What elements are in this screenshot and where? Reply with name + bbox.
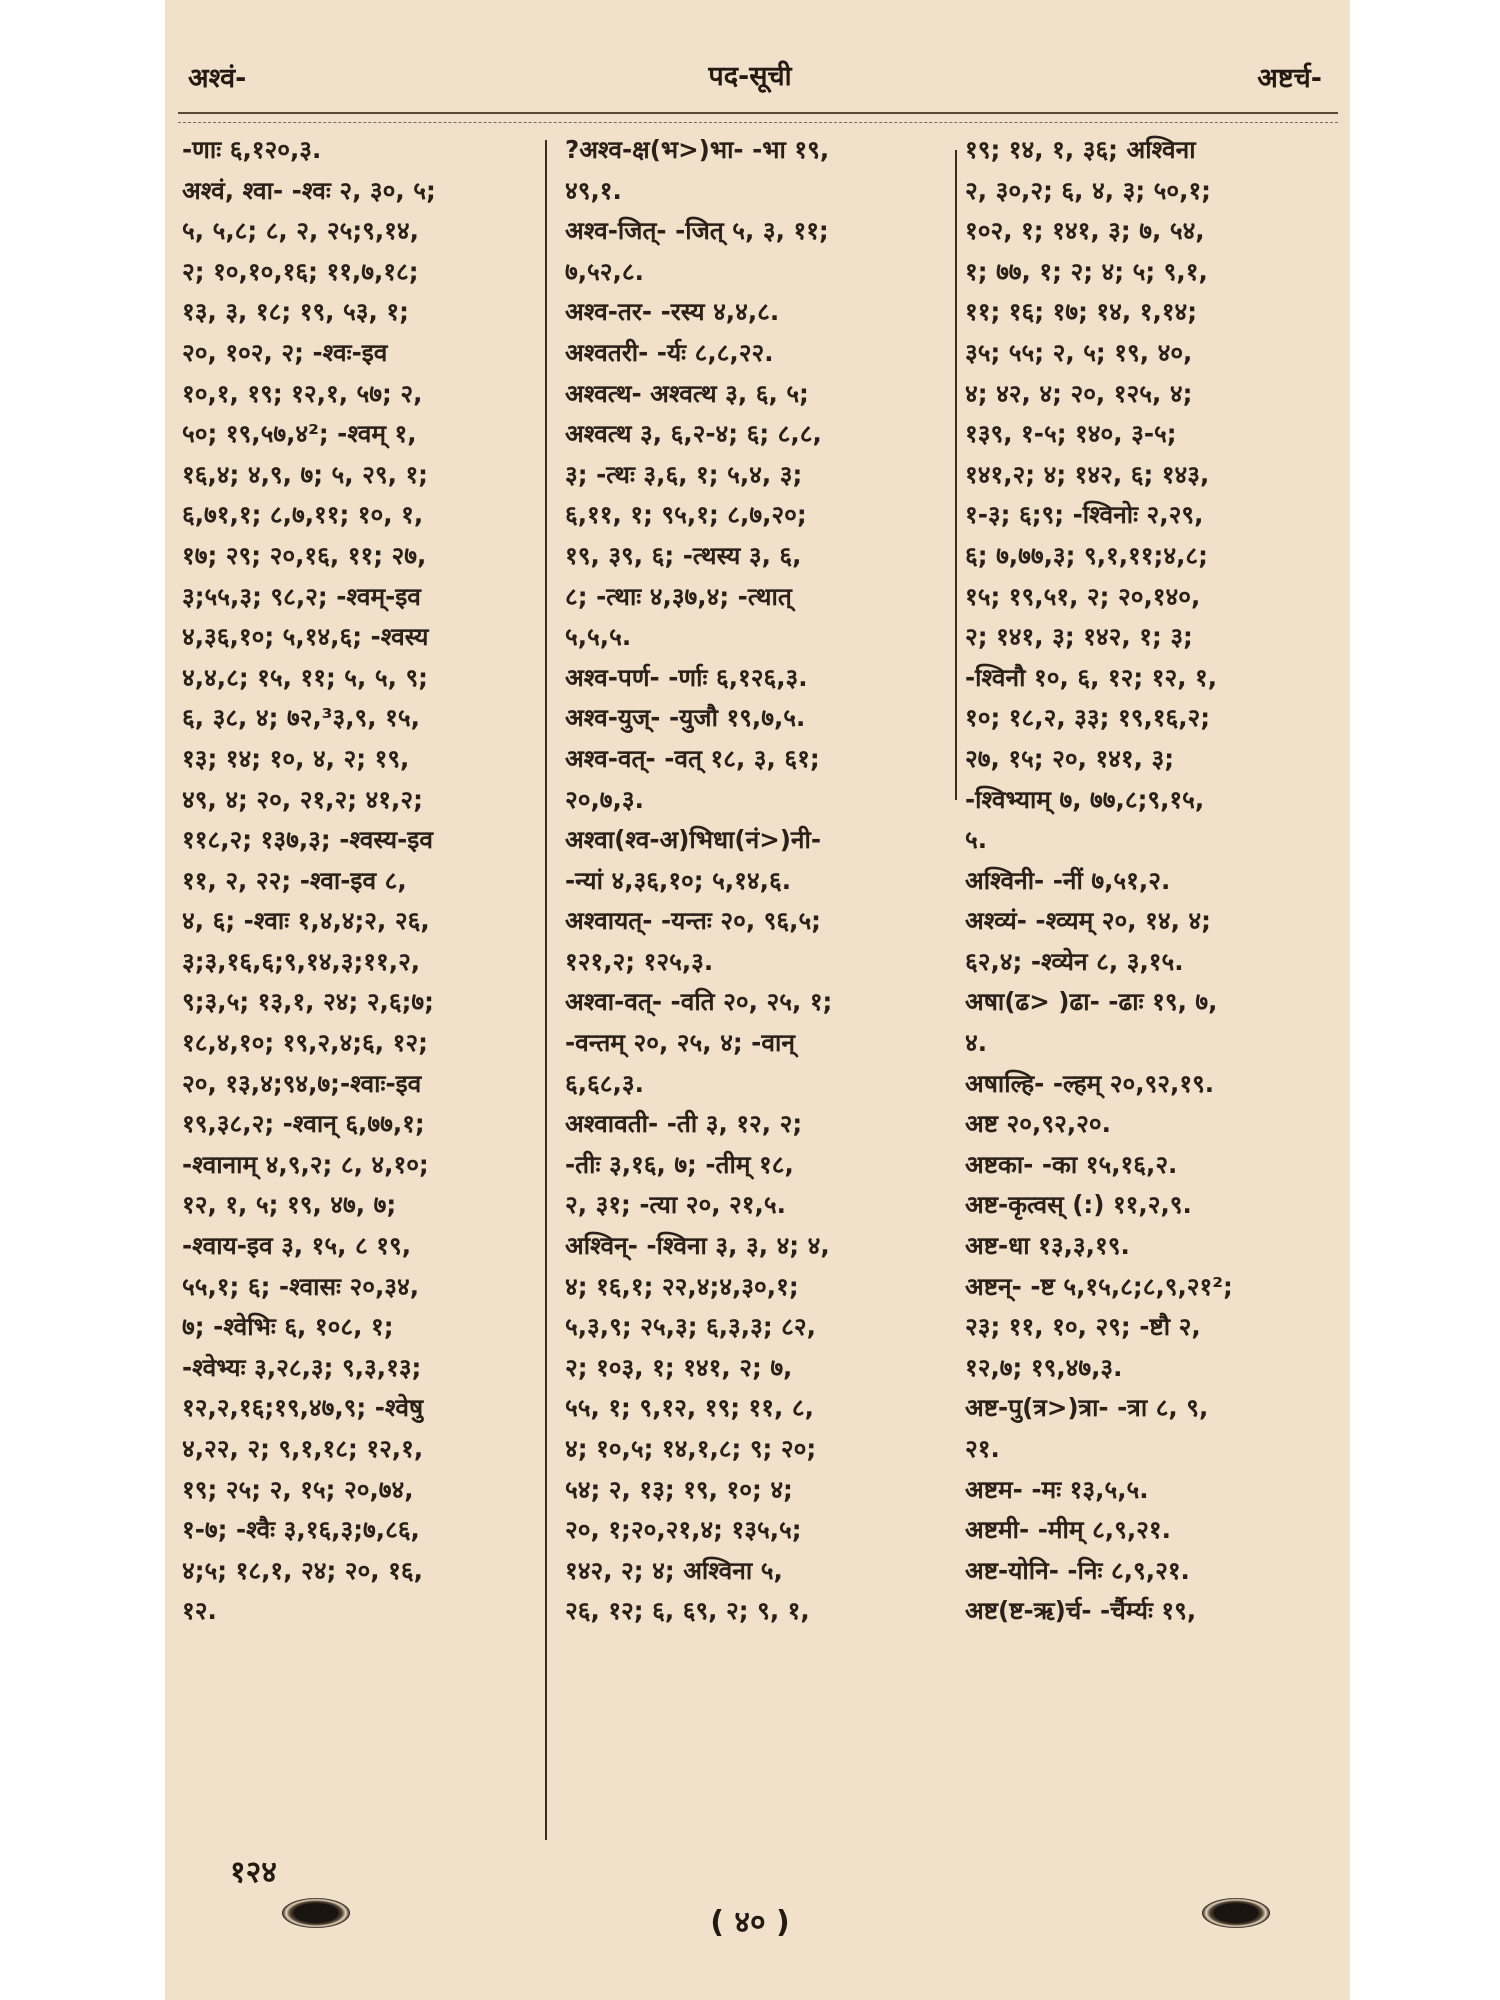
index-line: ३;३,१६,६;९,१४,३;११,२,: [182, 946, 421, 976]
index-line: अश्वतरी- -र्यः ८,८,२२.: [565, 337, 774, 367]
index-line: ४; ४२, ४; २०, १२५, ४;: [965, 378, 1193, 408]
index-line: १-३; ६;९; -श्विनोः २,२९,: [965, 500, 1204, 530]
index-line: अष्ट-योनि- -निः ८,९,२१.: [965, 1555, 1190, 1585]
page-title: पद-सूची: [708, 61, 792, 92]
index-line: ४; १०,५; १४,१,८; ९; २०;: [565, 1434, 817, 1463]
index-line: ४, ६; -श्वाः १,४,४;२, २६,: [182, 906, 430, 936]
index-line: ३; -त्थः ३,६, १; ५,४, ३;: [565, 459, 803, 489]
index-line: अश्विन्- -श्विना ३, ३, ४; ४,: [565, 1231, 830, 1261]
column-divider: [955, 150, 957, 800]
index-line: ४.: [965, 1028, 988, 1058]
header-right-guide-word: अष्टर्च-: [1257, 63, 1322, 94]
index-line: ५.: [965, 825, 988, 855]
index-line: -श्विभ्याम् ७, ७७,८;९,१५,: [965, 784, 1205, 814]
index-line: ७,५२,८.: [565, 256, 644, 286]
index-line: १५; १९,५१, २; २०,१४०,: [965, 581, 1201, 611]
index-line: १९,३८,२; -श्वान् ६,७७,१;: [182, 1109, 425, 1139]
index-line: १३९, १-५; १४०, ३-५;: [965, 419, 1177, 449]
index-line: २; १०,१०,१६; ११,७,१८;: [182, 256, 419, 286]
index-line: ११८,२; १३७,३; -श्वस्य-इव: [182, 825, 433, 855]
index-line: १२,७; १९,४७,३.: [965, 1352, 1123, 1382]
index-line: अष्टम- -मः १३,५,५.: [965, 1474, 1149, 1504]
index-line: -श्वानाम् ४,९,२; ८, ४,१०;: [182, 1149, 429, 1179]
index-line: ४,४,८; १५, ११; ५, ५, ९;: [182, 662, 428, 692]
index-line: १९, ३९, ६; -त्थस्य ३, ६,: [565, 540, 802, 570]
index-line: ६२,४; -श्व्येन ८, ३,१५.: [965, 946, 1184, 976]
index-line: अश्वा(श्व-अ)भिधा(नं>)नी-: [565, 825, 822, 855]
index-line: २०, १;२०,२१,४; १३५,५;: [565, 1515, 802, 1545]
index-line: -श्वाय-इव ३, १५, ८ १९,: [182, 1231, 412, 1261]
index-line: अश्वत्थ ३, ६,२-४; ६; ८,८,: [565, 419, 822, 449]
index-line: १-७; -श्वैः ३,१६,३;७,८६,: [182, 1515, 420, 1545]
index-line: ६,६८,३.: [565, 1068, 644, 1098]
index-line: ५,५,५.: [565, 622, 632, 652]
index-line: ३;५५,३; ९८,२; -श्वम्-इव: [182, 581, 421, 611]
index-line: १२, १, ५; १९, ४७, ७;: [182, 1190, 397, 1220]
index-line: २, ३१; -त्या २०, २१,५.: [565, 1190, 786, 1220]
index-line: १३, ३, १८; १९, ५३, १;: [182, 297, 409, 327]
index-line: ११, २, २२; -श्वा-इव ८,: [182, 865, 407, 895]
index-line: २; १०३, १; १४१, २; ७,: [565, 1352, 793, 1382]
index-line: १४१,२; ४; १४२, ६; १४३,: [965, 459, 1210, 489]
index-line: ९;३,५; १३,१, २४; २,६;७;: [182, 987, 434, 1017]
index-line: अषाल्हि- -ल्हम् २०,९२,१९.: [965, 1068, 1215, 1098]
index-line: ४; १६,१; २२,४;४,३०,१;: [565, 1271, 799, 1301]
index-line: १०,१, १९; १२,१, ५७; २,: [182, 378, 423, 408]
index-line: २, ३०,२; ६, ४, ३; ५०,१;: [965, 175, 1211, 205]
index-line: १८,४,१०; १९,२,४;६, १२;: [182, 1028, 428, 1058]
index-line: ८; -त्थाः ४,३७,४; -त्थात्: [565, 581, 792, 611]
index-line: -णाः ६,१२०,३.: [182, 135, 322, 164]
index-line: अश्वा-वत्- -वति २०, २५, १;: [565, 987, 833, 1017]
index-line: अश्व-पर्ण- -र्णाः ६,१२६,३.: [565, 662, 808, 692]
index-line: अश्वत्थ- अश्वत्थ ३, ६, ५;: [565, 378, 809, 408]
index-line: अश्वावती- -ती ३, १२, २;: [565, 1109, 803, 1139]
index-line: १२१,२; १२५,३.: [565, 946, 714, 976]
index-line: १०; १८,२, ३३; १९,१६,२;: [965, 703, 1211, 733]
page-number: ( ४० ): [710, 1905, 790, 1940]
index-line: अषा(ढ> )ढा- -ढाः १९, ७,: [965, 987, 1218, 1017]
index-line: २०, १३,४;९४,७;-श्वाः-इव: [182, 1068, 422, 1098]
index-line: अष्ट(ष्ट-ऋ)र्च- -र्चैर्म्यः १९,: [965, 1596, 1197, 1626]
ornament-right-icon: [1202, 1898, 1270, 1928]
index-line: अष्ट-धा १३,३,१९.: [965, 1231, 1130, 1261]
index-line: ४,३६,१०; ५,१४,६; -श्वस्य: [182, 622, 429, 652]
index-line: १३; १४; १०, ४, २; १९,: [182, 743, 410, 773]
index-line: २१.: [965, 1434, 1000, 1463]
index-line: २७, १५; २०, १४१, ३;: [965, 743, 1175, 773]
index-line: ४;५; १८,१, २४; २०, १६,: [182, 1555, 423, 1585]
index-line: ४,२२, २; ९,१,१८; १२,१,: [182, 1434, 424, 1463]
index-line: अश्व-तर- -रस्य ४,४,८.: [565, 297, 780, 327]
index-line: २; १४१, ३; १४२, १; ३;: [965, 622, 1193, 652]
header-left-guide-word: अश्वं-: [188, 63, 247, 94]
index-line: ३५; ५५; २, ५; १९, ४०,: [965, 337, 1193, 367]
index-line: ५, ५,८; ८, २, २५;९,१४,: [182, 216, 419, 246]
index-line: २०,७,३.: [565, 784, 644, 814]
index-line: ६,११, १; ९५,१; ८,७,२०;: [565, 500, 807, 530]
index-line: -श्वेभ्यः ३,२८,३; ९,३,१३;: [182, 1352, 422, 1382]
index-line: ५०; १९,५७,४²; -श्वम् १,: [182, 419, 417, 449]
index-line: १९; १४, १, ३६; अश्विना: [965, 135, 1196, 164]
index-line: अश्विनी- -नीं ७,५१,२.: [965, 865, 1171, 895]
index-line: ६; ७,७७,३; ९,१,११;४,८;: [965, 540, 1208, 570]
index-line: अश्व-वत्- -वत् १८, ३, ६१;: [565, 743, 820, 773]
index-line: -तीः ३,१६, ७; -तीम् १८,: [565, 1149, 794, 1179]
footer-left-number: १२४: [230, 1855, 277, 1890]
index-column-3: [965, 130, 1335, 1632]
index-line: ५,३,९; २५,३; ६,३,३; ८२,: [565, 1312, 816, 1342]
index-line: -न्यां ४,३६,१०; ५,१४,६.: [565, 865, 792, 895]
index-line: ५४; २, १३; १९, १०; ४;: [565, 1474, 793, 1504]
index-line: ५५,१; ६; -श्वासः २०,३४,: [182, 1271, 420, 1301]
index-line: १९; २५; २, १५; २०,७४,: [182, 1474, 414, 1504]
index-line: अष्ट २०,९२,२०.: [965, 1109, 1111, 1139]
index-line: अष्टका- -का १५,१६,२.: [965, 1149, 1178, 1179]
index-line: २६, १२; ६, ६९, २; ९, १,: [565, 1596, 810, 1626]
index-line: अष्टमी- -मीम् ८,९,२१.: [965, 1515, 1171, 1545]
index-column-2: [565, 130, 935, 1632]
index-line: ४९, ४; २०, २१,२; ४१,२;: [182, 784, 423, 814]
index-line: अष्ट-पु(त्र>)त्रा- -त्रा ८, ९,: [965, 1393, 1209, 1423]
index-line: -वन्तम् २०, २५, ४; -वान्: [565, 1028, 795, 1058]
index-line: ७; -श्वेभिः ६, १०८, १;: [182, 1312, 394, 1342]
index-line: ५५, १; ९,१२, १९; ११, ८,: [565, 1393, 814, 1423]
index-line: अश्व-युज्- -युजौ १९,७,५.: [565, 703, 806, 733]
index-line: १२.: [182, 1596, 217, 1626]
index-line: अष्टन्- -ष्ट ५,१५,८;८,९,२१²;: [965, 1271, 1233, 1301]
index-line: १०२, १; १४१, ३; ७, ५४,: [965, 216, 1205, 246]
index-line: २०, १०२, २; -श्वः-इव: [182, 337, 388, 367]
index-line: २३; ११, १०, २९; -ष्टौ २,: [965, 1312, 1201, 1342]
index-line: ४९,१.: [565, 175, 622, 205]
index-line: अश्व्यं- -श्व्यम् २०, १४, ४;: [965, 906, 1211, 936]
index-line: अष्ट-कृत्वस् (:) ११,२,९.: [965, 1190, 1192, 1220]
header-rule: [178, 112, 1338, 123]
index-column-1: [182, 130, 552, 1632]
index-line: ?अश्व-क्ष(भ>)भा- -भा १९,: [565, 135, 830, 164]
index-line: ६, ३८, ४; ७२,³३,९, १५,: [182, 703, 420, 733]
index-line: अश्वायत्- -यन्तः २०, ९६,५;: [565, 906, 821, 936]
index-line: १४२, २; ४; अश्विना ५,: [565, 1555, 783, 1585]
index-line: अश्वं, श्वा- -श्वः २, ३०, ५;: [182, 175, 436, 205]
index-line: १; ७७, १; २; ४; ५; ९,१,: [965, 256, 1208, 286]
index-line: १६,४; ४,९, ७; ५, २९, १;: [182, 459, 428, 489]
index-line: १२,२,१६;१९,४७,९; -श्वेषु: [182, 1393, 424, 1423]
index-line: ६,७१,१; ८,७,११; १०, १,: [182, 500, 424, 530]
index-line: अश्व-जित्- -जित् ५, ३, ११;: [565, 216, 829, 246]
index-line: -श्विनौ १०, ६, १२; १२, १,: [965, 662, 1218, 692]
index-line: ११; १६; १७; १४, १,१४;: [965, 297, 1198, 327]
index-line: १७; २९; २०,१६, ११; २७,: [182, 540, 427, 570]
